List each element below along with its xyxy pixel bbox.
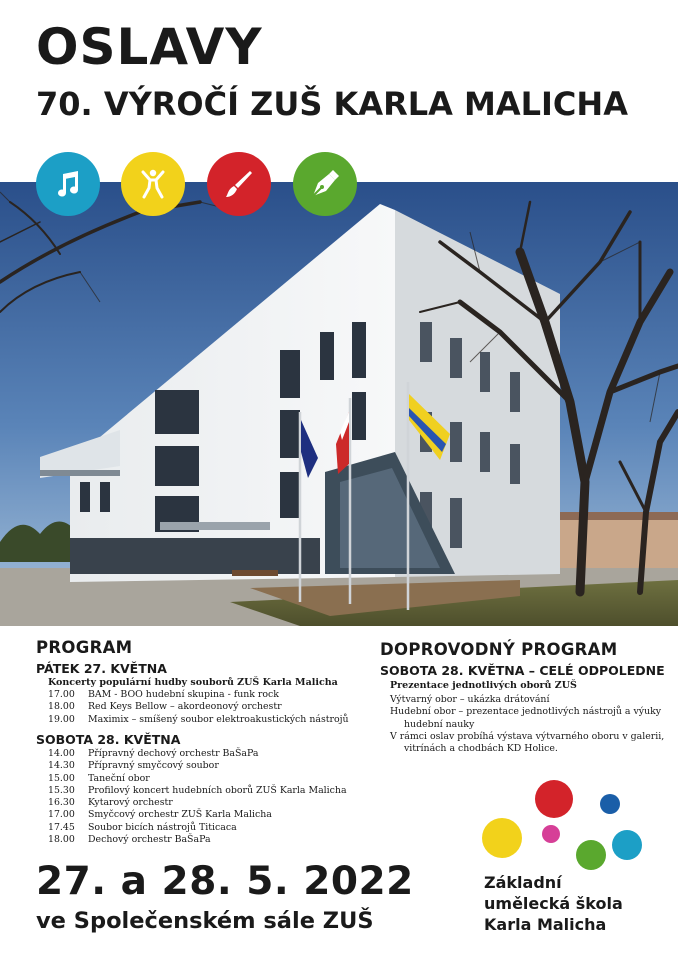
schedule-item xyxy=(48,701,349,713)
saturday-schedule xyxy=(48,748,347,846)
schedule-text: Dechový orchestr BaŠaPa xyxy=(88,834,211,846)
schedule-time: 19.00 xyxy=(48,713,75,725)
logo-line-1: Základní xyxy=(484,873,562,892)
bench xyxy=(232,570,278,576)
schedule-text: Soubor bicích nástrojů Titicaca xyxy=(88,821,237,833)
schedule-item xyxy=(48,785,347,797)
logo-dot-red xyxy=(535,780,573,818)
schedule-text: Maximix – smíšený soubor elektroakustických nástrojů xyxy=(88,713,349,725)
schedule-text: Red Keys Bellow – akordeonový orchestr xyxy=(88,701,282,713)
pen-nib-icon xyxy=(293,152,357,216)
saturday-heading: SOBOTA 28. KVĚTNA xyxy=(36,732,181,747)
schedule-text: Taneční obor xyxy=(88,772,150,784)
accompanying-item: Hudební obor – prezentace jednotlivých nástrojů a výuky hudební nauky xyxy=(390,706,662,730)
logo-text xyxy=(484,872,623,935)
logo-dot-pink xyxy=(542,825,560,843)
friday-schedule xyxy=(48,689,349,726)
schedule-item xyxy=(48,689,349,701)
paintbrush-icon xyxy=(207,152,271,216)
neighbor-building xyxy=(548,518,678,574)
accompanying-subheading: Prezentace jednotlivých oborů ZUŠ xyxy=(390,680,577,691)
schedule-time: 14.30 xyxy=(48,760,75,772)
schedule-time: 18.00 xyxy=(48,834,75,846)
schedule-time: 17.45 xyxy=(48,821,75,833)
friday-heading: PÁTEK 27. KVĚTNA xyxy=(36,661,167,676)
logo-dot-blue xyxy=(600,794,620,814)
schedule-item xyxy=(48,773,347,785)
logo-dot-yellow xyxy=(482,818,522,858)
dancer-icon xyxy=(121,152,185,216)
schedule-text: Smyčcový orchestr ZUŠ Karla Malicha xyxy=(88,809,272,821)
building-illustration xyxy=(0,182,678,626)
logo-line-2: umělecká škola xyxy=(484,894,623,913)
schedule-text: Přípravný smyčcový soubor xyxy=(88,760,219,772)
schedule-text: Kytarový orchestr xyxy=(88,797,173,809)
schedule-item xyxy=(48,822,347,834)
logo-line-3: Karla Malicha xyxy=(484,915,607,934)
schedule-time: 14.00 xyxy=(48,748,75,759)
logo-dot-green xyxy=(576,840,606,870)
accompanying-list xyxy=(390,694,670,755)
schedule-time: 18.00 xyxy=(48,701,75,713)
accompanying-heading: DOPROVODNÝ PROGRAM xyxy=(380,640,618,659)
schedule-text: Profilový koncert hudebních oborů ZUŠ Karla Malicha xyxy=(88,784,347,796)
friday-subheading: Koncerty populární hudby souborů ZUŠ Karla Malicha xyxy=(48,677,338,688)
schedule-time: 15.00 xyxy=(48,772,75,784)
schedule-item xyxy=(48,834,347,846)
schedule-text: BAM - BOO hudební skupina - funk rock xyxy=(88,689,279,700)
schedule-item xyxy=(48,797,347,809)
schedule-time: 17.00 xyxy=(48,809,75,821)
page-title: OSLAVY xyxy=(36,18,263,76)
music-note-icon xyxy=(36,152,100,216)
schedule-item xyxy=(48,714,349,726)
accompanying-item: Výtvarný obor – ukázka drátování xyxy=(390,694,550,705)
building-photo xyxy=(0,182,678,626)
accompanying-day-heading: SOBOTA 28. KVĚTNA – CELÉ ODPOLEDNE xyxy=(380,663,665,678)
schedule-item xyxy=(48,760,347,772)
schedule-item xyxy=(48,748,347,760)
logo-dot-teal xyxy=(612,830,642,860)
program-heading: PROGRAM xyxy=(36,638,133,657)
event-venue: ve Společenském sále ZUŠ xyxy=(36,908,374,934)
schedule-item xyxy=(48,809,347,821)
event-date: 27. a 28. 5. 2022 xyxy=(36,859,414,904)
schedule-time: 16.30 xyxy=(48,797,75,809)
page-subtitle: 70. VÝROČÍ ZUŠ KARLA MALICHA xyxy=(36,85,628,123)
accompanying-item: V rámci oslav probíhá výstava výtvarného oboru v galerii, vitrínách a chodbách KD Holice. xyxy=(390,730,665,755)
schedule-time: 15.30 xyxy=(48,784,75,796)
schedule-text: Přípravný dechový orchestr BaŠaPa xyxy=(88,748,259,759)
schedule-time: 17.00 xyxy=(48,689,75,700)
